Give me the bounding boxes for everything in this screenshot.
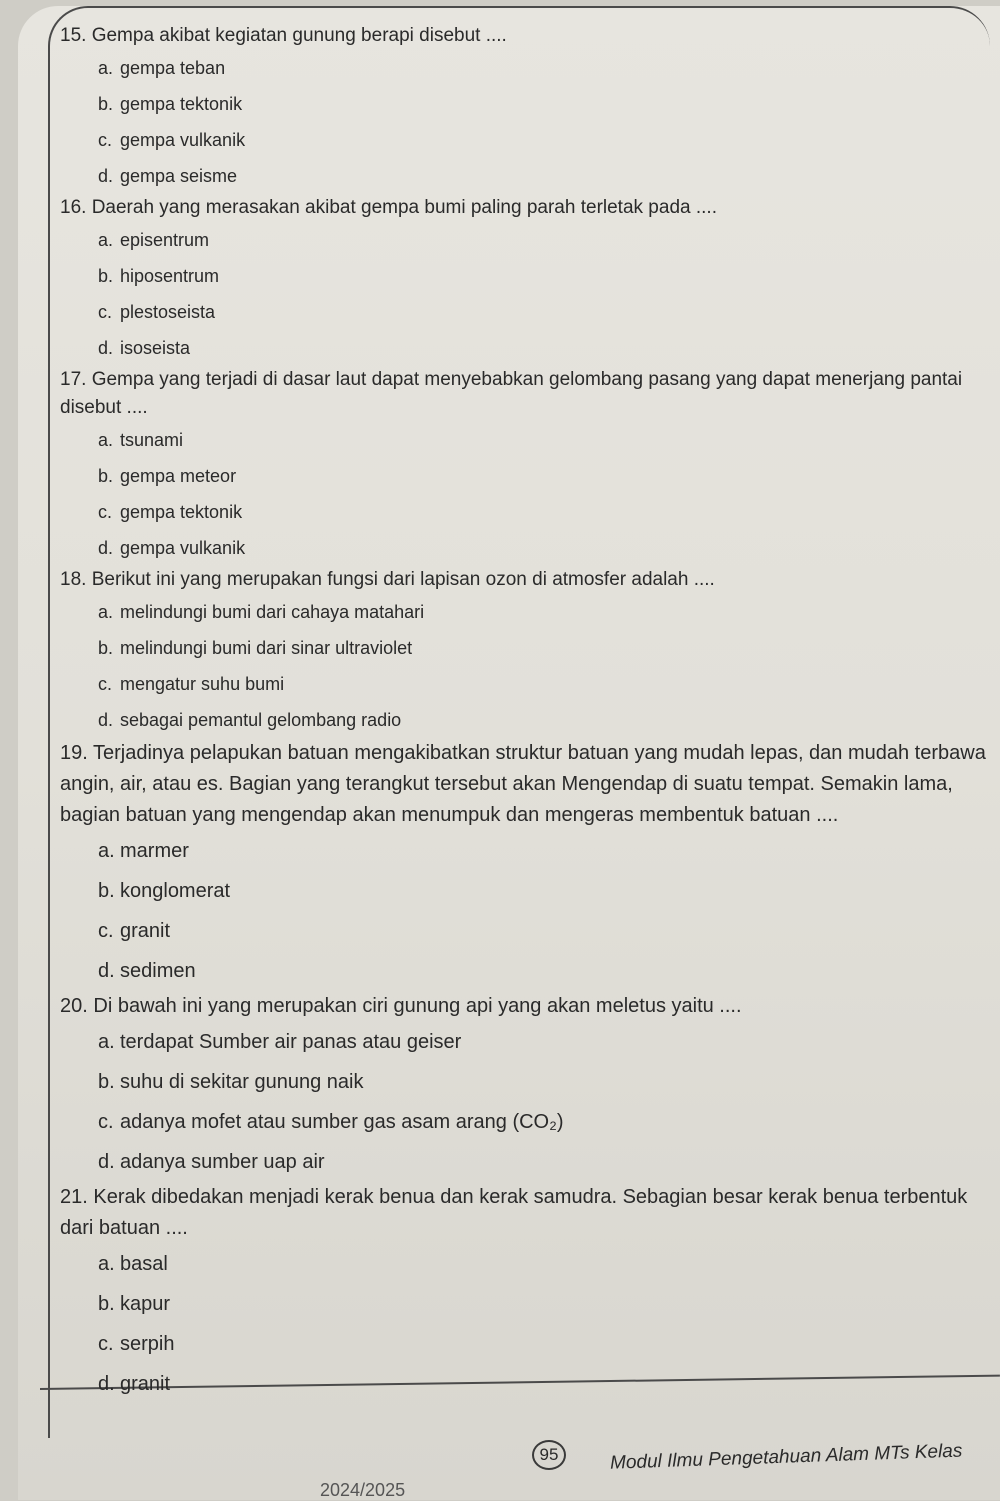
question-stem [60, 738, 990, 831]
question-stem [60, 22, 990, 50]
option-b [98, 1062, 990, 1102]
option-letter: b. [98, 466, 114, 486]
option-text: kapur [120, 1293, 171, 1315]
option-a [98, 1022, 990, 1062]
option-b [98, 86, 990, 122]
option-text: marmer [120, 840, 189, 862]
option-b [98, 458, 990, 494]
question-17 [60, 366, 990, 566]
option-letter: a. [98, 840, 115, 862]
option-list [60, 1244, 990, 1404]
option-letter: d. [98, 1373, 115, 1395]
option-letter: d. [98, 166, 114, 186]
option-list [60, 594, 990, 738]
question-stem [60, 194, 990, 222]
option-text: konglomerat [120, 880, 231, 902]
option-text: granit [120, 920, 171, 942]
option-d [98, 158, 990, 194]
option-letter: c. [98, 302, 113, 322]
option-text: gempa vulkanik [120, 130, 246, 150]
option-text: gempa meteor [120, 466, 237, 486]
option-text: sebagai pemantul gelombang radio [120, 710, 402, 730]
question-19 [60, 738, 990, 991]
question-18 [60, 566, 990, 738]
question-text: Di bawah ini yang merupakan ciri gunung api yang akan meletus yaitu .... [93, 995, 742, 1017]
option-d [98, 702, 990, 738]
option-c [98, 294, 990, 330]
question-stem [60, 991, 990, 1022]
option-text: melindungi bumi dari sinar ultraviolet [120, 638, 413, 658]
question-15 [60, 22, 990, 194]
option-text: gempa seisme [120, 166, 238, 186]
page-number: 95 [532, 1440, 566, 1470]
option-c [98, 911, 990, 951]
option-b [98, 630, 990, 666]
option-text: tsunami [120, 430, 184, 450]
option-c [98, 1102, 990, 1142]
option-list [60, 422, 990, 566]
option-text: serpih [120, 1333, 175, 1355]
question-number: 19. [60, 742, 88, 764]
option-letter: a. [98, 1031, 115, 1053]
option-letter: c. [98, 502, 113, 522]
option-letter: d. [98, 1151, 115, 1173]
option-letter: c. [98, 920, 114, 942]
option-a [98, 422, 990, 458]
question-text: Gempa yang terjadi di dasar laut dapat menyebabkan gelombang pasang yang dapat menerjang pantai disebut .... [60, 369, 963, 418]
school-year: 2024/2025 [320, 1480, 406, 1500]
option-text: sedimen [120, 960, 196, 982]
option-letter: c. [98, 130, 113, 150]
option-letter: c. [98, 1333, 114, 1355]
option-text: isoseista [120, 338, 191, 358]
option-letter: a. [98, 230, 114, 250]
question-number: 15. [60, 25, 87, 46]
question-text: Berikut ini yang merupakan fungsi dari lapisan ozon di atmosfer adalah .... [91, 569, 715, 590]
option-text: basal [120, 1253, 168, 1275]
option-a [98, 831, 990, 871]
question-number: 21. [60, 1186, 88, 1208]
option-b [98, 1284, 990, 1324]
option-list [60, 50, 990, 194]
option-d [98, 530, 990, 566]
question-stem [60, 566, 990, 594]
option-c [98, 666, 990, 702]
option-text: mengatur suhu bumi [120, 674, 285, 694]
option-text: melindungi bumi dari cahaya matahari [120, 602, 425, 622]
option-a [98, 222, 990, 258]
option-text: gempa tektonik [120, 94, 243, 114]
option-a [98, 594, 990, 630]
page-footer [520, 1430, 1000, 1490]
option-d [98, 330, 990, 366]
option-text: plestoseista [120, 302, 216, 322]
option-list [60, 831, 990, 991]
option-c [98, 1324, 990, 1364]
option-list [60, 222, 990, 366]
option-list [60, 1022, 990, 1182]
question-stem [60, 366, 990, 422]
option-text: gempa tektonik [120, 502, 243, 522]
question-stem [60, 1182, 990, 1244]
option-letter: c. [98, 1111, 114, 1133]
question-number: 16. [60, 197, 87, 218]
option-text: gempa teban [120, 58, 226, 78]
question-21 [60, 1182, 990, 1404]
option-d [98, 1142, 990, 1182]
option-text: hiposentrum [120, 266, 220, 286]
option-c [98, 122, 990, 158]
option-letter: c. [98, 674, 113, 694]
option-text: episentrum [120, 230, 210, 250]
option-a [98, 50, 990, 86]
option-letter: d. [98, 710, 114, 730]
question-number: 17. [60, 369, 87, 390]
question-16 [60, 194, 990, 366]
option-letter: d. [98, 538, 114, 558]
option-text: adanya mofet atau sumber gas asam arang (CO₂) [120, 1111, 564, 1133]
question-list [60, 22, 990, 1404]
option-d [98, 1364, 990, 1404]
option-text: adanya sumber uap air [120, 1151, 325, 1173]
module-title: Modul Ilmu Pengetahuan Alam MTs Kelas [609, 1440, 963, 1474]
question-number: 18. [60, 569, 87, 590]
question-text: Gempa akibat kegiatan gunung berapi disebut .... [91, 25, 507, 46]
option-letter: b. [98, 266, 114, 286]
option-text: terdapat Sumber air panas atau geiser [120, 1031, 462, 1053]
question-text: Daerah yang merasakan akibat gempa bumi paling parah terletak pada .... [91, 197, 717, 218]
option-d [98, 951, 990, 991]
option-letter: a. [98, 430, 114, 450]
option-letter: b. [98, 880, 115, 902]
question-text: Kerak dibedakan menjadi kerak benua dan kerak samudra. Sebagian besar kerak benua terbentuk dari batuan .... [60, 1186, 968, 1239]
option-letter: a. [98, 58, 114, 78]
option-text: suhu di sekitar gunung naik [120, 1071, 364, 1093]
option-letter: b. [98, 1071, 115, 1093]
option-b [98, 258, 990, 294]
option-letter: b. [98, 638, 114, 658]
option-letter: b. [98, 94, 114, 114]
option-b [98, 871, 990, 911]
option-letter: a. [98, 602, 114, 622]
option-a [98, 1244, 990, 1284]
question-number: 20. [60, 995, 88, 1017]
option-text: granit [120, 1373, 171, 1395]
question-text: Terjadinya pelapukan batuan mengakibatkan struktur batuan yang mudah lepas, dan mudah terbawa angin, air, atau es. Bagian yang terangkut tersebut akan Mengendap di suatu tempat. Semakin lama, bagian batuan yang mengendap akan menumpuk dan mengeras membentuk batuan .... [60, 742, 986, 826]
option-c [98, 494, 990, 530]
option-letter: b. [98, 1293, 115, 1315]
option-letter: d. [98, 960, 115, 982]
question-20 [60, 991, 990, 1182]
option-letter: a. [98, 1253, 115, 1275]
option-text: gempa vulkanik [120, 538, 246, 558]
option-letter: d. [98, 338, 114, 358]
